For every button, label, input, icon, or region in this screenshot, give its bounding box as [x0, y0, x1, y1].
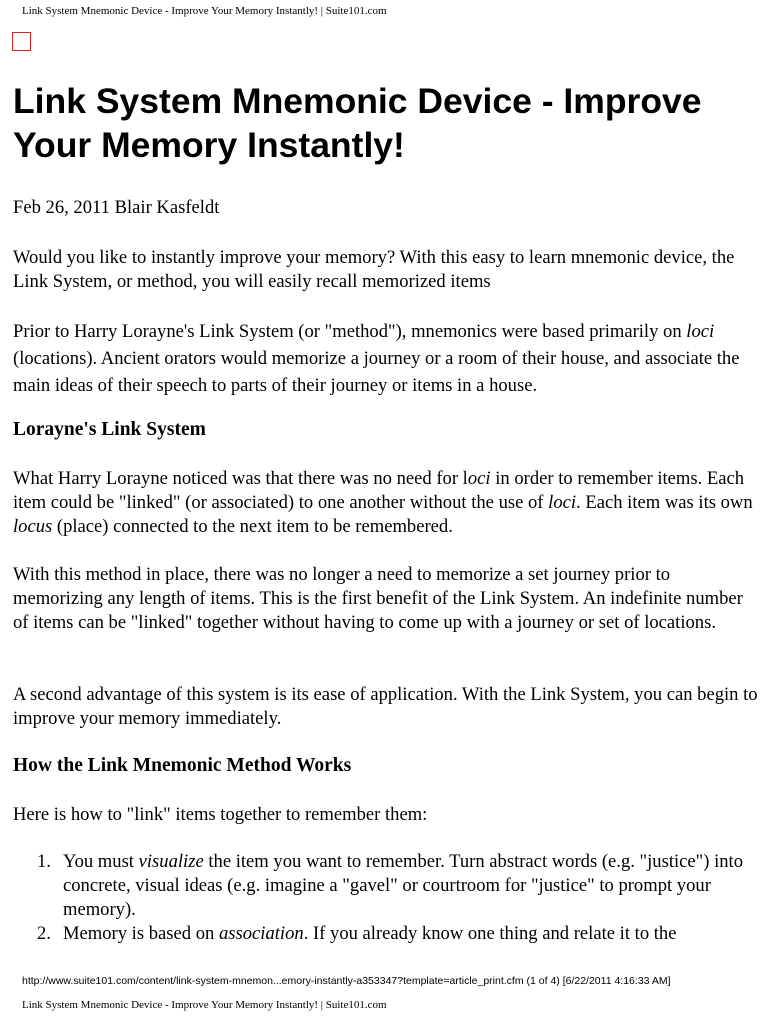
advantage-paragraph: A second advantage of this system is its ease of application. With the Link System, you can begin to improve your memory immediately. [13, 684, 758, 729]
list-item: 2. Memory is based on association. If you already know one thing and relate it to the [37, 923, 677, 944]
list-item: 1. You must visualize the item you want to remember. Turn abstract words (e.g. "justice") into concrete, visual ideas (e.g. imagine a "gavel" or courtroom for "justice" to prompt your memory). [37, 851, 744, 920]
author-name[interactable]: Blair Kasfeldt [114, 197, 220, 218]
history-paragraph: Prior to Harry Lorayne's Link System (or "method"), mnemonics were based primarily on loci (locations). Ancient orators would memorize a journey or a room of their house, and associate the main ideas of their speech to parts of their journey or items in a house. [13, 321, 740, 396]
section-heading-lorayne: Lorayne's Link System [13, 419, 206, 440]
lorayne-paragraph: What Harry Lorayne noticed was that there was no need for loci in order to remember items. Each item could be "linked" (or associated) to one another without the use of loci. Each item was its own locus (place) connected to the next item to be remembered. [13, 468, 753, 537]
intro-paragraph: Would you like to instantly improve your memory? With this easy to learn mnemonic device, the Link System, or method, you will easily recall memorized items [13, 247, 735, 292]
print-footer-url: http://www.suite101.com/content/link-system-mnemon...emory-instantly-a353347?template=article_print.cfm (1 of 4) [6/22/2011 4:16:33 AM] [22, 975, 671, 987]
publish-date: Feb 26, 2011 [13, 197, 110, 218]
article-title: Link System Mnemonic Device - Improve Your Memory Instantly! [13, 81, 702, 165]
instructions-intro: Here is how to "link" items together to remember them: [13, 804, 428, 825]
benefit-paragraph: With this method in place, there was no longer a need to memorize a set journey prior to memorizing any length of items. This is the first benefit of the Link System. An indefinite number of items can be "linked" together without having to come up with a journey or set of locations. [13, 564, 743, 633]
steps-list [13, 850, 758, 946]
section-heading-how-it-works: How the Link Mnemonic Method Works [13, 755, 352, 776]
byline [13, 196, 219, 220]
broken-image-icon [12, 32, 31, 51]
print-header: Link System Mnemonic Device - Improve Your Memory Instantly! | Suite101.com [22, 5, 387, 17]
print-footer-title: Link System Mnemonic Device - Improve Your Memory Instantly! | Suite101.com [22, 999, 387, 1011]
